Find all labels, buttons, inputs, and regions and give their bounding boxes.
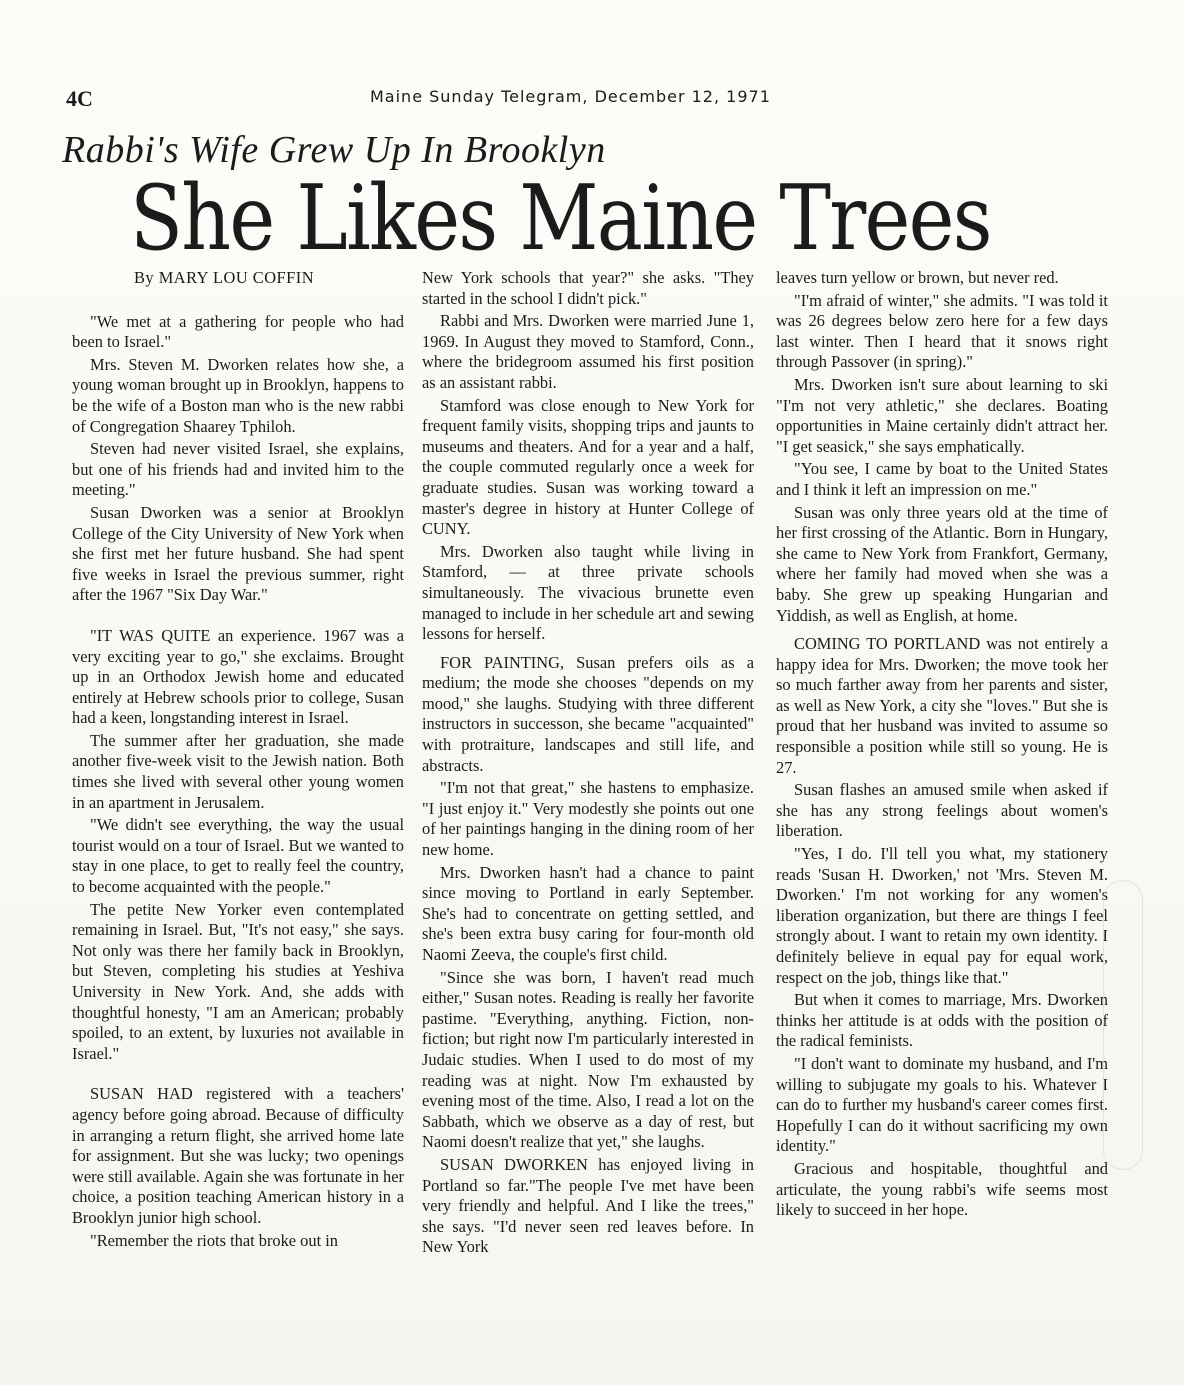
article-column-3 (776, 268, 1108, 1368)
byline: By MARY LOU COFFIN (134, 268, 315, 287)
paragraph: SUSAN DWORKEN has enjoyed living in Portland so far."The people I've met have been very friendly and helpful. And I like the trees," she says. "I'd never seen red leaves before. In New York (422, 1154, 754, 1257)
paragraph: COMING TO PORTLAND was not entirely a happy idea for Mrs. Dworken; the move took her so much farther away from her parents and sister, as well as New York, a city she "loves." But she is proud that her husband was invited to assume so responsible a position while still so young. He is 27. (776, 634, 1108, 777)
paragraph: New York schools that year?" she asks. "They started in the school I didn't pick." (422, 268, 754, 308)
paragraph: Mrs. Dworken isn't sure about learning to ski "I'm not very athletic," she declares. Boating opportunities in Maine certainly didn't attract her. "I get seasick," she says emphatically. (776, 374, 1108, 456)
article-column-2 (422, 268, 754, 1368)
kicker-headline: Rabbi's Wife Grew Up In Brooklyn (62, 129, 606, 171)
paragraph: The summer after her graduation, she made another five-week visit to the Jewish nation. Both times she lived with several other young women in an apartment in Jerusalem. (72, 730, 404, 812)
paragraph: But when it comes to marriage, Mrs. Dworken thinks her attitude is at odds with the position of the radical feminists. (776, 990, 1108, 1051)
paragraph: "Remember the riots that broke out in (90, 1230, 338, 1250)
paragraph: "IT WAS QUITE an experience. 1967 was a very exciting year to go," she exclaims. Brought up in an Orthodox Jewish home and educated entirely at Hebrew schools prior to college, Susan had a keen, longstanding interest in Israel. (72, 625, 404, 728)
article-column-1 (72, 268, 404, 1368)
paragraph: leaves turn yellow or brown, but never red. (776, 268, 1059, 287)
paragraph: Steven had never visited Israel, she explains, but one of his friends had and invited him to the meeting." (72, 439, 404, 500)
paragraph: The petite New Yorker even contemplated remaining in Israel. But, "It's not easy," she says. Not only was there her family back in Brooklyn, but Steven, completing his studies at Yeshiva University in New York. And, she adds with thoughtful honesty, "I am an American; probably spoiled, to an extent, by luxuries not available in Israel." (72, 899, 404, 1063)
paragraph: "I'm not that great," she hastens to emphasize. "I just enjoy it." Very modestly she points out one of her paintings hanging in the dining room of her new home. (422, 778, 754, 860)
paragraph: "We didn't see everything, the way the usual tourist would on a tour of Israel. But we wanted to stay in one place, to get to really feel the country, to become acquainted with the people." (72, 815, 404, 897)
paragraph: "I'm afraid of winter," she admits. "I was told it was 26 degrees below zero here for a few days last winter. Then I heard that it snows right through Passover (in spring)." (776, 290, 1108, 372)
paragraph: "I don't want to dominate my husband, and I'm willing to subjugate my goals to his. Whatever I can do to further my husband's career comes first. Hopefully I can do it without sacrificing my own identity." (776, 1053, 1108, 1156)
paragraph: Susan was only three years old at the time of her first crossing of the Atlantic. Born in Hungary, she came to New York from Frankfort, Germany, where her family had moved when she was a baby. She grew up speaking Hungarian and Yiddish, as well as English, at home. (776, 502, 1108, 625)
paragraph: Mrs. Steven M. Dworken relates how she, a young woman brought up in Brooklyn, happens to be the wife of a Boston man who is the new rabbi of Congregation Shaarey Tphiloh. (72, 354, 404, 436)
paragraph: SUSAN HAD registered with a teachers' agency before going abroad. Because of difficulty in arranging a return flight, she arrived home late for assignment. But she was lucky; two openings were still available. Again she was fortunate in her choice, a position teaching American history in a Brooklyn junior high school. (72, 1084, 404, 1227)
paragraph: Rabbi and Mrs. Dworken were married June 1, 1969. In August they moved to Stamford, Conn., where the bridegroom assumed his first position as an assistant rabbi. (422, 311, 754, 392)
paragraph: Gracious and hospitable, thoughtful and articulate, the young rabbi's wife seems most likely to succeed in her hope. (776, 1158, 1108, 1220)
paragraph: "We met at a gathering for people who had been to Israel." (72, 311, 404, 352)
paragraph: Mrs. Dworken hasn't had a chance to paint since moving to Portland in early September. She's had to concentrate on getting settled, and she's been extra busy caring for four-month old Naomi Zeeva, the couple's first child. (422, 862, 754, 964)
paragraph: Susan flashes an amused smile when asked if she has any strong feelings about women's liberation. (776, 780, 1108, 841)
paragraph: "Yes, I do. I'll tell you what, my stationery reads 'Susan H. Dworken,' not 'Mrs. Steven M. Dworken.' I'm not working for any women's liberation organization, but there are things I feel strongly about. I want to retain my own identity. I definitely believe in equal pay for equal work, respect on the job, things like that." (776, 844, 1108, 987)
paper-fold-mark (1103, 880, 1143, 1170)
paragraph: FOR PAINTING, Susan prefers oils as a medium; the mode she chooses "depends on my mood," she laughs. Studying with three different instructors in successon, she became "acquainted" with protraiture, landscapes and still life, and abstracts. (422, 652, 754, 775)
paragraph: Mrs. Dworken also taught while living in Stamford, — at three private schools simultaneously. The vivacious brunette even managed to include in her schedule art and sewing lessons for herself. (422, 541, 754, 644)
page-number: 4C (66, 86, 93, 111)
paragraph: Susan Dworken was a senior at Brooklyn College of the City University of New York when she first met her future husband. She had spent five weeks in Israel the previous summer, right after the 1967 "Six Day War." (72, 502, 404, 605)
paragraph: "Since she was born, I haven't read much either," Susan notes. Reading is really her favorite pastime. "Everything, anything. Fiction, non-fiction; but right now I'm particularly interested in Judaic studies. When I used to do most of my reading was at night. Now I'm exhausted by evening most of the time. Also, I read a lot on the Sabbath, which we observe as a day of rest, but Naomi doesn't realize that yet," she laughs. (422, 967, 754, 1152)
dateline: Maine Sunday Telegram, December 12, 1971 (370, 87, 771, 106)
paragraph: Stamford was close enough to New York for frequent family visits, shopping trips and jaunts to museums and theaters. And for a year and a half, the couple commuted regularly once a week for graduate studies. Susan was working toward a master's degree in history at Hunter College of CUNY. (422, 395, 754, 539)
paragraph: "You see, I came by boat to the United States and I think it left an impression on me." (776, 459, 1108, 499)
main-headline: She Likes Maine Trees (130, 166, 991, 271)
